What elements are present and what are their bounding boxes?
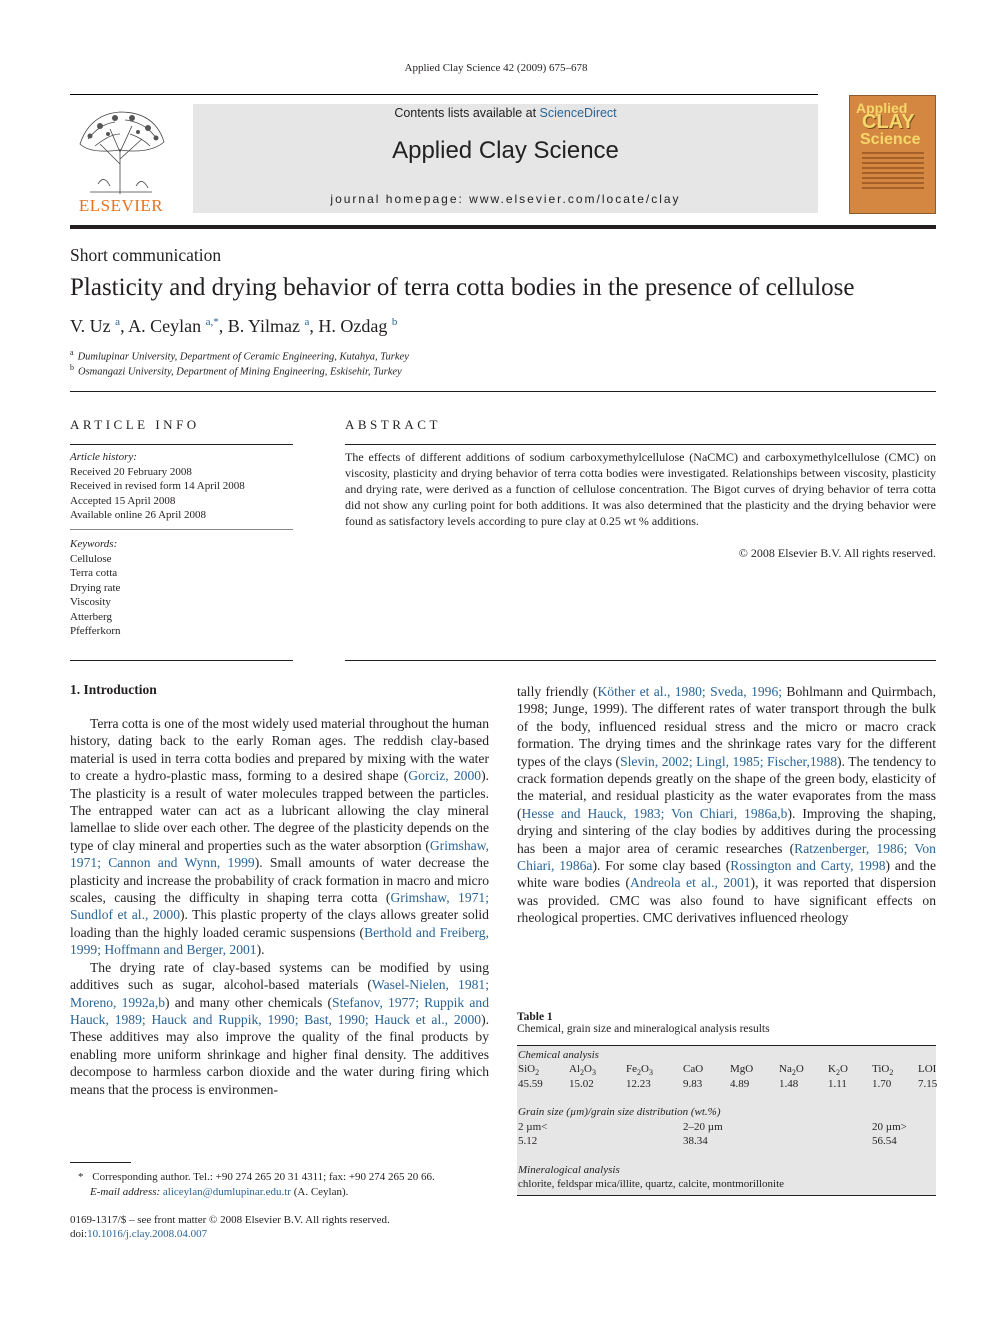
- paragraph-text: ).: [256, 942, 265, 958]
- paragraph-text: ) and many other chemicals (: [165, 994, 333, 1010]
- paragraph-text: ). The tendency to crack formation depends greatly on the shape of the green body, elasticity of the material, and residual plasticity as the water evaporates from the mass (: [517, 753, 936, 821]
- affiliation-label: a: [70, 348, 74, 357]
- paragraph-text: ). For some clay based (: [592, 858, 731, 874]
- corresponding-author-note: [78, 1171, 435, 1183]
- affiliation-text: Dumlupinar University, Department of Ceramic Engineering, Kutahya, Turkey: [77, 351, 409, 363]
- journal-citation: Applied Clay Science 42 (2009) 675–678: [404, 62, 588, 74]
- table-cell: 9.83: [683, 1078, 703, 1090]
- elsevier-tree-icon: [70, 104, 172, 196]
- doi-line: [70, 1228, 207, 1240]
- keyword: Cellulose: [70, 552, 112, 565]
- citation-link[interactable]: Berthold and Freiberg, 1999; Hoffmann and Berger, 2001: [70, 924, 490, 958]
- author-name: V. Uz: [70, 316, 111, 336]
- table-cell: 12.23: [626, 1078, 651, 1090]
- table-section-label: Mineralogical analysis: [518, 1164, 620, 1176]
- email-link[interactable]: aliceylan@dumlupinar.edu.tr: [162, 1186, 291, 1198]
- section-heading: 1. Introduction: [70, 682, 157, 697]
- email-note: [90, 1186, 348, 1198]
- table-header-cell: 20 µm>: [872, 1121, 907, 1133]
- author-separator: ,: [120, 316, 129, 336]
- table-cell: 1.48: [779, 1078, 799, 1090]
- table-header-cell: $Fe_2O_3$: [626, 1063, 653, 1078]
- paragraph-text: ). The plasticity is a result of water molecules trapped between the particles. The entrapped water can act as a lubricant allowing the clay mineral lamellae to slide over each other. The degree of the plasticity depends on the type of clay mineral and properties such as the water absorption (: [70, 768, 489, 853]
- author-affiliation-mark[interactable]: b: [391, 316, 398, 328]
- email-label: E-mail address:: [90, 1186, 161, 1198]
- table-cell: 1.70: [872, 1078, 892, 1090]
- author-affiliation-mark[interactable]: a: [304, 316, 310, 328]
- elsevier-wordmark: ELSEVIER: [78, 196, 164, 215]
- abstract-rule: [345, 444, 936, 445]
- table-header-cell: $Al_2O_3$: [569, 1063, 596, 1078]
- title-rule: [70, 391, 936, 392]
- citation-link[interactable]: Rossington and Carty, 1998: [730, 858, 886, 874]
- author-separator: ,: [309, 316, 319, 336]
- table-section-label: Grain size (µm)/grain size distribution (wt.%): [518, 1106, 721, 1118]
- doi-link[interactable]: 10.1016/j.clay.2008.04.007: [87, 1228, 208, 1240]
- paragraph-text: ). Improving the shaping, drying and sintering of the clay bodies by additives during the processing has been a major area of ceramic researches (: [517, 805, 936, 856]
- affiliation: [70, 363, 402, 378]
- author-affiliation-mark[interactable]: a,*: [205, 316, 219, 328]
- paragraph-text: The drying rate of clay-based systems can be modified by using additives such as sugar, alcohol-based materials (: [70, 959, 489, 993]
- header-rule: [70, 94, 818, 95]
- table-header-cell: LOI: [918, 1063, 937, 1075]
- sciencedirect-link[interactable]: ScienceDirect: [539, 106, 617, 120]
- author-name: H. Ozdag: [318, 316, 388, 336]
- cover-word-3: Science: [860, 131, 921, 148]
- author-affiliation-mark[interactable]: a: [115, 316, 121, 328]
- table-cell: 56.54: [872, 1135, 897, 1147]
- citation-link[interactable]: Hesse and Hauck, 1983; Von Chiari, 1986a,b: [521, 805, 788, 821]
- paragraph-text: Terra cotta is one of the most widely used material throughout the human history, dating back to the early Roman ages. The reddish clay-based material is used in terra cotta bodies and prepared by mixing with the water to create a hydro-plastic mass, forming to a desired shape (: [70, 716, 489, 784]
- table-cell: 45.59: [518, 1078, 543, 1090]
- citation-link[interactable]: Slevin, 2002; Lingl, 1985; Fischer,1988: [620, 753, 838, 769]
- citation-link[interactable]: Grimshaw, 1971; Sundlof et al., 2000: [70, 890, 490, 923]
- table-header-cell: $Na_2O$: [779, 1063, 804, 1078]
- citation-link[interactable]: Gorciz, 2000: [408, 768, 482, 784]
- table-bottom-rule: [517, 1195, 936, 1196]
- elsevier-logo: [70, 104, 172, 216]
- table-header-cell: $K_2O$: [828, 1063, 848, 1078]
- intro-paragraph: [70, 715, 489, 959]
- table-header-cell: TiO$_2$: [872, 1063, 894, 1078]
- table-header-cell: 2–20 µm: [683, 1121, 723, 1133]
- cover-word-1: Applied: [856, 100, 908, 116]
- table-header-cell: MgO: [730, 1063, 754, 1075]
- table-cell: chlorite, feldspar mica/illite, quartz, calcite, montmorillonite: [518, 1178, 785, 1190]
- article-info-heading: ARTICLE INFO: [70, 417, 200, 432]
- table-header-cell: CaO: [683, 1063, 704, 1075]
- abstract-text: The effects of different additions of sodium carboxymethylcellulose (NaCMC) and carboxymethylcellulose (CMC) on viscosity, plasticity and drying behavior of terra cotta bodies were investigated. Relationships between viscosity, plasticity and drying rate, were derived as a function of cellulose concentration. The Bigot curves of drying behavior of terra cotta did not show any curling point for both additions. It was also determined that the plasticity and the drying behavior were found as satisfactory levels according to pure clay at 0.25 wt % additions.: [345, 450, 936, 528]
- table-section-label: Chemical analysis: [518, 1049, 599, 1061]
- footnote-star: *: [78, 1171, 84, 1183]
- keywords: [70, 537, 121, 639]
- author-separator: ,: [218, 316, 228, 336]
- paragraph-text: ). Small amounts of water decrease the plasticity and increase the probability of crack formation in macro and micro scales, causing the difficulty in shaping terra cotta (: [70, 855, 489, 906]
- email-suffix: (A. Ceylan).: [293, 1186, 349, 1198]
- table-top-rule: [517, 1045, 936, 1046]
- intro-column-left: [70, 715, 489, 1098]
- citation-link[interactable]: Köther et al., 1980; Sveda, 1996;: [597, 684, 783, 699]
- intro-paragraph: [517, 683, 936, 927]
- keyword: Terra cotta: [70, 567, 118, 579]
- history-item: Available online 26 April 2008: [70, 509, 207, 521]
- table-cell: 1.11: [828, 1078, 847, 1090]
- keyword: Drying rate: [70, 581, 121, 594]
- journal-banner: [193, 104, 818, 213]
- paragraph-text: ). This plastic property of the clays allows greater solid loading than the highly loaded ceramic suspensions (: [70, 907, 489, 940]
- header-thick-rule: [70, 225, 936, 229]
- author-name: B. Yilmaz: [227, 316, 301, 336]
- abstract-heading: ABSTRACT: [345, 417, 441, 432]
- paragraph-text: ) and the white ware bodies (: [517, 858, 936, 891]
- author-list: [70, 316, 397, 337]
- table-caption-text: Chemical, grain size and mineralogical analysis results: [517, 1023, 770, 1035]
- keyword: Pfefferkorn: [70, 625, 121, 637]
- journal-cover: [849, 95, 936, 214]
- abstract-bottom-rule: [345, 660, 936, 661]
- table-header-cell: 2 µm<: [518, 1121, 548, 1133]
- citation-link[interactable]: Stefanov, 1977; Ruppik and Hauck, 1989; Hauck and Ruppik, 1990; Bast, 1990; Hauck et al., 2000: [70, 994, 489, 1027]
- doi-label: doi:: [70, 1228, 88, 1240]
- citation-link[interactable]: Wasel-Nielen, 1981; Moreno, 1992a,b: [70, 977, 489, 1010]
- table-header-cell: SiO$_2$: [518, 1063, 540, 1078]
- table-cell: 7.15: [918, 1078, 938, 1090]
- article-info-rule: [70, 444, 293, 445]
- history-label: Article history:: [70, 451, 137, 463]
- cover-decoration: [862, 152, 924, 192]
- keywords-label: Keywords:: [70, 538, 118, 550]
- citation-link[interactable]: Grimshaw, 1971; Cannon and Wynn, 1999: [70, 837, 489, 871]
- table-cell: 5.12: [518, 1135, 538, 1147]
- keywords-rule: [70, 529, 293, 530]
- history-item: Accepted 15 April 2008: [70, 494, 176, 507]
- contents-line: [193, 106, 818, 120]
- author-name: A. Ceylan: [128, 316, 202, 336]
- article-history: [70, 450, 245, 523]
- issn-line: 0169-1317/$ – see front matter © 2008 Elsevier B.V. All rights reserved.: [70, 1214, 390, 1226]
- corresponding-text: Corresponding author. Tel.: +90 274 265 20 31 4311; fax: +90 274 265 20 66.: [92, 1171, 435, 1183]
- intro-paragraph: [70, 959, 489, 1098]
- table-body: [517, 1045, 936, 1196]
- contents-prefix: Contents lists available at: [394, 106, 540, 120]
- keyword: Viscosity: [70, 596, 111, 608]
- footnote-rule: [70, 1162, 131, 1163]
- journal-homepage[interactable]: journal homepage: www.elsevier.com/locate/clay: [330, 192, 681, 206]
- paragraph-text: ). These additives may also improve the quality of the final products by enabling more uniform shrinkage and higher final density. The additives decompose to harmless carbon dioxide and the water during firing which means that the process is environmen-: [70, 1011, 489, 1097]
- table-cell: 15.02: [569, 1078, 594, 1090]
- affiliation-text: Osmangazi University, Department of Mining Engineering, Eskisehir, Turkey: [78, 366, 402, 378]
- table-label: Table 1: [517, 1011, 553, 1023]
- history-item: Received in revised form 14 April 2008: [70, 480, 245, 492]
- abstract-copyright: © 2008 Elsevier B.V. All rights reserved.: [738, 546, 936, 560]
- citation-link[interactable]: Ratzenberger, 1986; Von Chiari, 1986a: [517, 840, 936, 874]
- affiliation: [70, 348, 409, 363]
- paragraph-text: tally friendly (: [517, 684, 598, 699]
- table-cell: 38.34: [683, 1135, 708, 1147]
- affiliation-label: b: [70, 363, 74, 372]
- intro-column-right: [517, 683, 936, 927]
- paragraph-text: ), it was reported that dispersion was provided. CMC was also found to have significant effects on rheological properties. CMC derivatives influenced rheology: [517, 875, 936, 926]
- journal-title: Applied Clay Science: [392, 137, 619, 164]
- citation-link[interactable]: Andreola et al., 2001: [630, 875, 751, 891]
- table-caption: [517, 1011, 936, 1035]
- keyword: Atterberg: [70, 610, 112, 623]
- article-title: Plasticity and drying behavior of terra cotta bodies in the presence of cellulose: [70, 274, 855, 301]
- table-cell: 4.89: [730, 1078, 750, 1090]
- history-item: Received 20 February 2008: [70, 465, 192, 478]
- paragraph-text: Bohlmann and Quirmbach, 1998; Junge, 1999). The different rates of water transport through the bulk of the body, influenced residual stress and the micro or macro crack formation. The drying times and the shrinkage rates vary for the different types of the clays (: [517, 684, 936, 769]
- article-type: Short communication: [70, 245, 222, 265]
- cover-word-2: CLAY: [862, 111, 915, 133]
- article-info-bottom-rule: [70, 660, 293, 661]
